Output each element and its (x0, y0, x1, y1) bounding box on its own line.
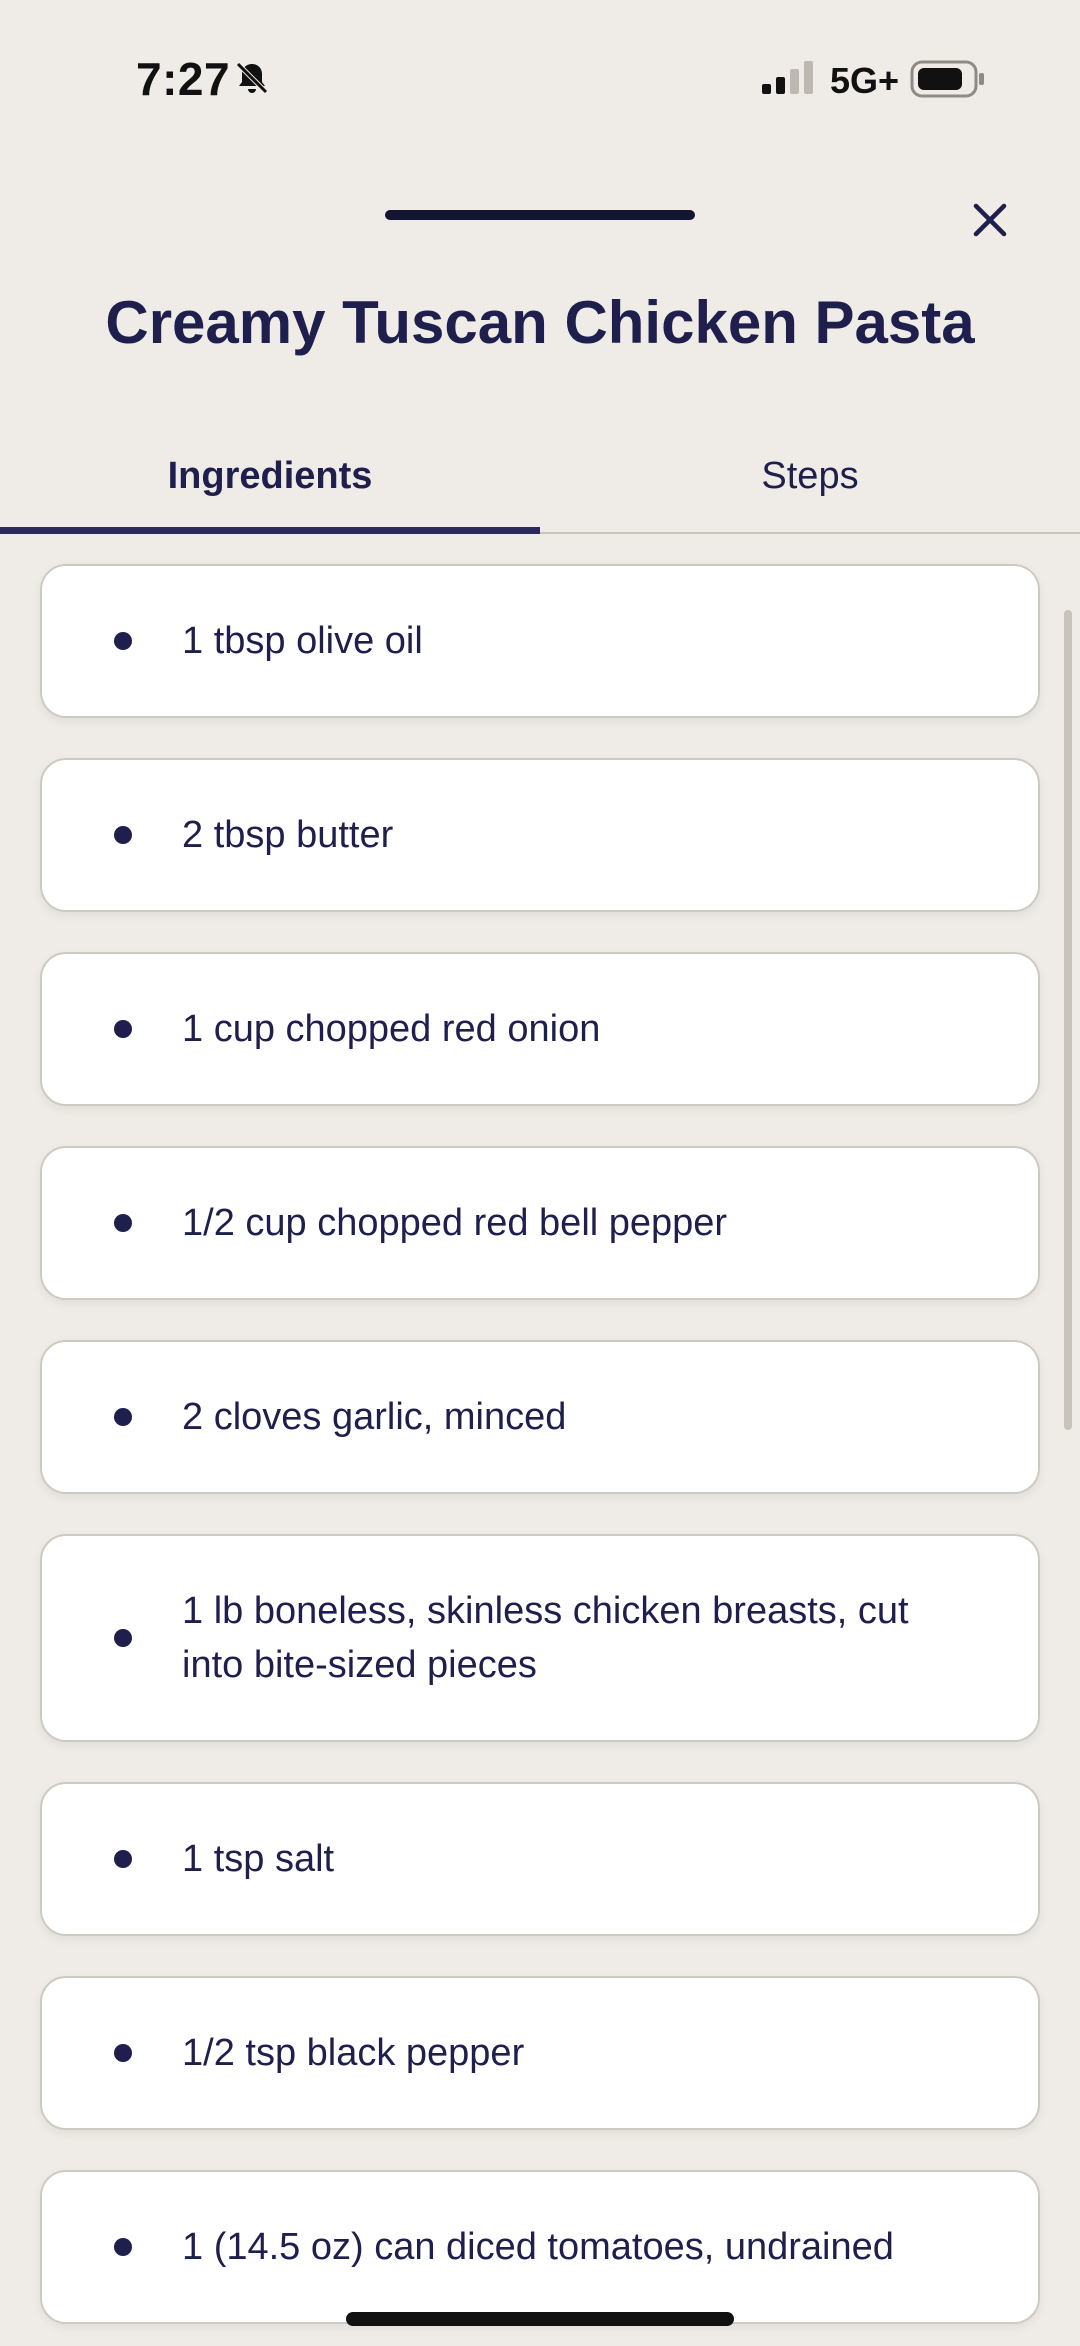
tab-bar (0, 420, 1080, 534)
bullet-icon (114, 2044, 132, 2062)
list-item (40, 1782, 1040, 1936)
ingredients-list (40, 564, 1040, 2346)
ingredient-text: 1 lb boneless, skinless chicken breasts, cut into bite-sized pieces (182, 1590, 909, 1686)
list-item (40, 952, 1040, 1106)
bullet-icon (114, 826, 132, 844)
list-item (40, 1534, 1040, 1742)
bullet-icon (114, 1629, 132, 1647)
close-icon (970, 200, 1010, 240)
list-item (40, 1340, 1040, 1494)
bullet-icon (114, 1850, 132, 1868)
bullet-icon (114, 1214, 132, 1232)
close-button[interactable] (960, 190, 1020, 250)
bullet-icon (114, 632, 132, 650)
tab-steps[interactable]: Steps (761, 454, 859, 497)
list-item (40, 1146, 1040, 1300)
recipe-title: Creamy Tuscan Chicken Pasta (105, 289, 975, 356)
ingredient-text: 1 tbsp olive oil (182, 620, 423, 662)
list-item (40, 2170, 1040, 2324)
ingredient-text: 1 cup chopped red onion (182, 1008, 601, 1050)
status-bar (0, 0, 1080, 140)
battery-icon (910, 60, 986, 98)
sheet-drag-handle[interactable] (385, 210, 695, 220)
tab-ingredients[interactable]: Ingredients (0, 420, 540, 532)
ingredient-text: 1/2 cup chopped red bell pepper (182, 1202, 728, 1244)
bullet-icon (114, 1408, 132, 1426)
network-type: 5G+ (830, 60, 900, 101)
ingredient-text: 1/2 tsp black pepper (182, 2032, 525, 2074)
ingredient-text: 1 (14.5 oz) can diced tomatoes, undrained (182, 2226, 894, 2268)
list-item (40, 758, 1040, 912)
bullet-icon (114, 1020, 132, 1038)
bell-off-icon (232, 58, 272, 98)
home-indicator[interactable] (346, 2312, 734, 2326)
signal-icon (760, 60, 816, 96)
scrollbar[interactable] (1064, 610, 1072, 1430)
list-item (40, 564, 1040, 718)
status-time: 7:27 (136, 53, 231, 105)
ingredient-text: 1 tsp salt (182, 1838, 335, 1880)
ingredient-text: 2 tbsp butter (182, 814, 394, 856)
ingredient-text: 2 cloves garlic, minced (182, 1396, 567, 1438)
list-item (40, 1976, 1040, 2130)
bullet-icon (114, 2238, 132, 2256)
